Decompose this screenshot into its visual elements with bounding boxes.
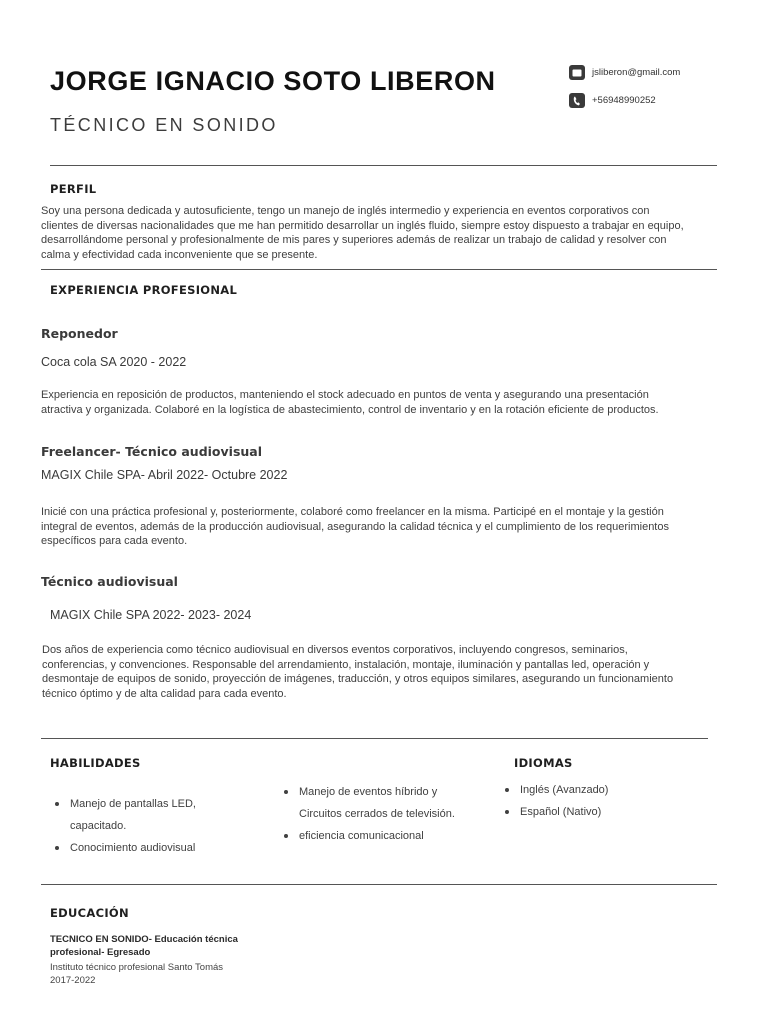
mail-icon xyxy=(569,65,585,80)
phone-text[interactable]: +56948990252 xyxy=(592,95,656,106)
phone-contact xyxy=(569,93,656,108)
job-title: Técnico audiovisual xyxy=(41,574,178,589)
job-line: integral de eventos, además de la producción audiovisual, asegurando la calidad técnica y el cumplimiento de los requerimientos xyxy=(41,520,669,533)
job-description xyxy=(42,643,732,701)
profile-line: Soy una persona dedicada y autosuficiente, tengo un manejo de inglés intermedio y experiencia en eventos corporativos con xyxy=(41,205,650,217)
language-item: Español (Nativo) xyxy=(500,801,700,823)
job-line: atractiva y organizada. Colaboré en la logística de abastecimiento, control de inventario y en la rotación eficiente de productos. xyxy=(41,403,659,416)
job-line: desmontaje de equipos de sonido, proyección de imágenes, traducción, y otros equipos similares, asegurando un funcionamiento xyxy=(42,673,674,686)
experience-heading: EXPERIENCIA PROFESIONAL xyxy=(50,283,238,297)
job-line: conferencias, y convenciones. Responsable del arrendamiento, instalación, montaje, iluminación y pantallas led, operación y xyxy=(42,658,650,671)
skill-line: Circuitos cerrados de televisión. xyxy=(299,808,455,820)
languages-list xyxy=(500,779,700,823)
job-title: Freelancer- Técnico audiovisual xyxy=(41,444,263,459)
skill-item xyxy=(50,837,250,859)
skills-heading: HABILIDADES xyxy=(50,756,141,770)
candidate-name: JORGE IGNACIO SOTO LIBERON xyxy=(50,66,496,96)
skills-list-1 xyxy=(50,793,250,859)
skill-line: Manejo de pantallas LED, xyxy=(70,798,196,810)
job-line: Experiencia en reposición de productos, manteniendo el stock adecuado en puntos de venta y asegurando una presentación xyxy=(41,389,649,401)
profile-text xyxy=(41,204,731,262)
job-title: Reponedor xyxy=(41,326,118,341)
skill-line: Conocimiento audiovisual xyxy=(70,842,196,854)
profile-line: desarrollándome personal y profesionalmente de mis pares y superiores además de realizar un trabajo de calidad y resolver con xyxy=(41,234,667,247)
education-entry xyxy=(50,933,310,987)
skill-line: eficiencia comunicacional xyxy=(299,830,424,842)
education-degree: TECNICO EN SONIDO- Educación técnica xyxy=(50,934,238,945)
profile-heading: PERFIL xyxy=(50,182,97,196)
email-text[interactable]: jsliberon@gmail.com xyxy=(592,67,681,78)
skills-divider xyxy=(41,884,717,885)
languages-heading: IDIOMAS xyxy=(514,756,573,770)
skills-list-2 xyxy=(279,781,499,847)
job-company: MAGIX Chile SPA 2022- 2023- 2024 xyxy=(50,608,252,622)
job-description xyxy=(41,505,731,549)
education-heading: EDUCACIÓN xyxy=(50,906,129,920)
skill-line: capacitado. xyxy=(70,820,127,832)
job-line: Dos años de experiencia como técnico audiovisual en diversos eventos corporativos, incluyendo congresos, seminarios, xyxy=(42,644,628,656)
candidate-role: TÉCNICO EN SONIDO xyxy=(50,115,278,135)
phone-icon xyxy=(569,93,585,108)
header-divider xyxy=(50,165,717,166)
profile-divider xyxy=(41,269,717,270)
email-contact xyxy=(569,65,680,80)
profile-line: calma y efectividad cada inconveniente que se presente. xyxy=(41,248,318,261)
skill-item xyxy=(50,793,250,837)
job-line: técnico óptimo y de alta calidad para cada evento. xyxy=(42,687,287,700)
skill-item xyxy=(279,781,499,825)
experience-divider xyxy=(41,738,708,739)
education-degree: profesional- Egresado xyxy=(50,947,151,958)
profile-line: clientes de diversas nacionalidades que me han permitido desarrollar un inglés fluido, siempre estoy dispuesto a trabajar en equipo, xyxy=(41,219,684,232)
skill-item xyxy=(279,825,499,847)
education-institution: Instituto técnico profesional Santo Tomás xyxy=(50,962,224,973)
education-years: 2017-2022 xyxy=(50,974,96,986)
skill-line: Manejo de eventos híbrido y xyxy=(299,786,438,798)
job-company: Coca cola SA 2020 - 2022 xyxy=(41,355,187,369)
job-company: MAGIX Chile SPA- Abril 2022- Octubre 2022 xyxy=(41,468,288,482)
job-description xyxy=(41,388,731,417)
job-line: específicos para cada evento. xyxy=(41,535,188,548)
job-line: Inicié con una práctica profesional y, posteriormente, colaboré como freelancer en la misma. Participé en el montaje y la gestión xyxy=(41,506,664,518)
language-item: Inglés (Avanzado) xyxy=(500,779,700,801)
